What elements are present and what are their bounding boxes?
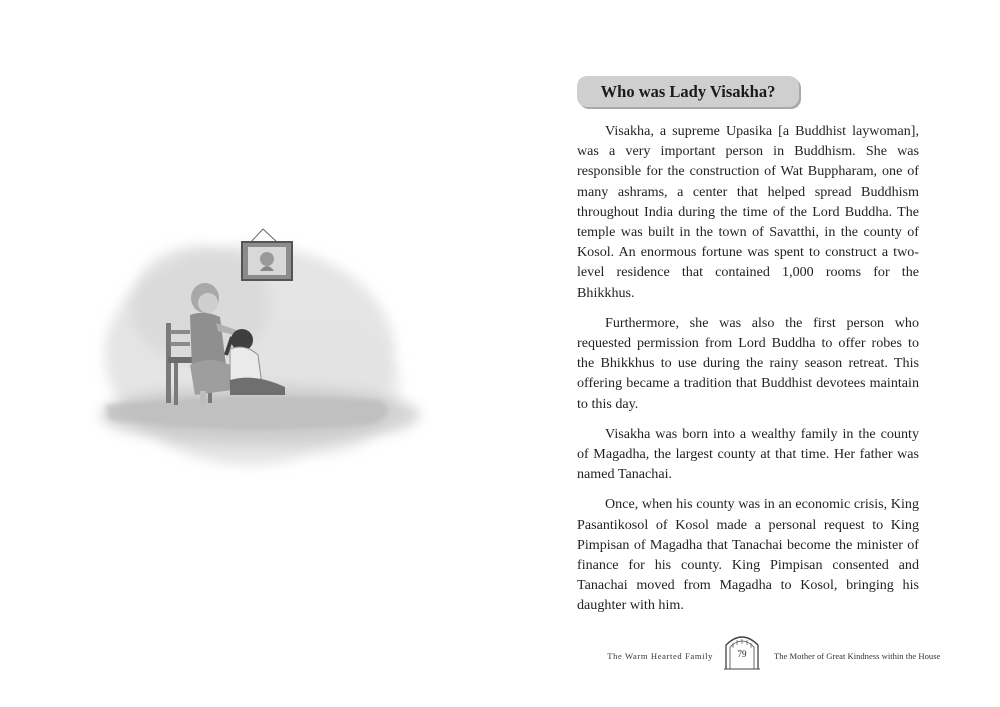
footer-chapter-title: The Mother of Great Kindness within the House	[774, 651, 941, 661]
paragraph: Furthermore, she was also the first person who requested permission from Lord Buddha to offer robes to the Bhikkhus to use during the rainy season retreat. This offering became a tradition that Buddhist devotees maintain to this day.	[577, 314, 919, 412]
page-number: 79	[737, 649, 747, 659]
page-footer	[500, 630, 1000, 670]
paragraph: Visakha, a supreme Upasika [a Buddhist laywoman], was a very important person in Buddhism. She was responsible for the construction of Wat Buppharam, one of many ashrams, a center that helped spread Buddhism throughout India during the time of the Lord Buddha. The temple was built in the town of Savatthi, in the county of Kosol. An enormous fortune was spent to construct a two-level residence that contained 1,000 rooms for the Bhikkhus.	[577, 123, 919, 301]
wall-picture-frame	[242, 229, 292, 280]
body-text	[577, 121, 919, 626]
paragraph: Visakha was born into a wealthy family in the county of Magadha, the largest county at that time. Her father was named Tanachai.	[577, 425, 919, 483]
paragraph: Once, when his county was in an economic crisis, King Pasantikosol of Kosol made a personal request to King Pimpisan of Magadha that Tanachai become the minister of finance for his county. King Pimpisan consented and Tanachai moved from Magadha to Kosol, bringing his daughter with him.	[577, 496, 919, 614]
section-heading: Who was Lady Visakha?	[600, 82, 776, 101]
right-page	[500, 0, 1000, 707]
footer-book-title: The Warm Hearted Family	[607, 651, 713, 661]
heading-box	[577, 76, 799, 107]
watercolor-illustration	[80, 215, 430, 515]
